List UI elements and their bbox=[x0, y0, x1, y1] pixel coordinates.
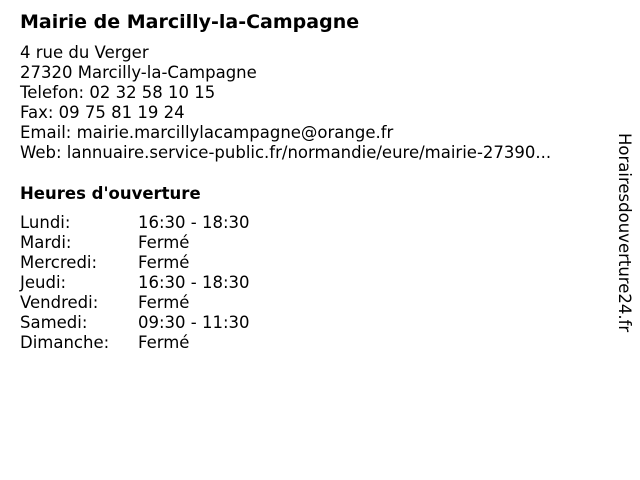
hours-value: Fermé bbox=[138, 233, 190, 252]
fax-number: Fax: 09 75 81 19 24 bbox=[20, 103, 185, 122]
opening-hours-heading: Heures d'ouverture bbox=[20, 184, 201, 203]
day-label: Samedi: bbox=[20, 313, 88, 332]
page-title: Mairie de Marcilly-la-Campagne bbox=[20, 11, 360, 33]
hours-value: 16:30 - 18:30 bbox=[138, 273, 250, 292]
address-city: 27320 Marcilly-la-Campagne bbox=[20, 63, 257, 82]
hours-value: Fermé bbox=[138, 333, 190, 352]
day-label: Vendredi: bbox=[20, 293, 99, 312]
phone-number: Telefon: 02 32 58 10 15 bbox=[20, 83, 216, 102]
website-url: Web: lannuaire.service-public.fr/normandie/eure/mairie-27390... bbox=[20, 143, 552, 162]
day-label: Jeudi: bbox=[20, 273, 67, 292]
contact-block bbox=[20, 43, 551, 163]
hours-value: 16:30 - 18:30 bbox=[138, 213, 250, 232]
address-street: 4 rue du Verger bbox=[20, 43, 149, 62]
hours-value: 09:30 - 11:30 bbox=[138, 313, 250, 332]
day-label: Mardi: bbox=[20, 233, 72, 252]
hours-value: Fermé bbox=[138, 253, 190, 272]
email-address: Email: mairie.marcillylacampagne@orange.fr bbox=[20, 123, 394, 142]
day-label: Dimanche: bbox=[20, 333, 110, 352]
site-watermark: Horairesdouverture24.fr bbox=[615, 133, 634, 333]
day-label: Lundi: bbox=[20, 213, 71, 232]
hours-value: Fermé bbox=[138, 293, 190, 312]
day-label: Mercredi: bbox=[20, 253, 98, 272]
